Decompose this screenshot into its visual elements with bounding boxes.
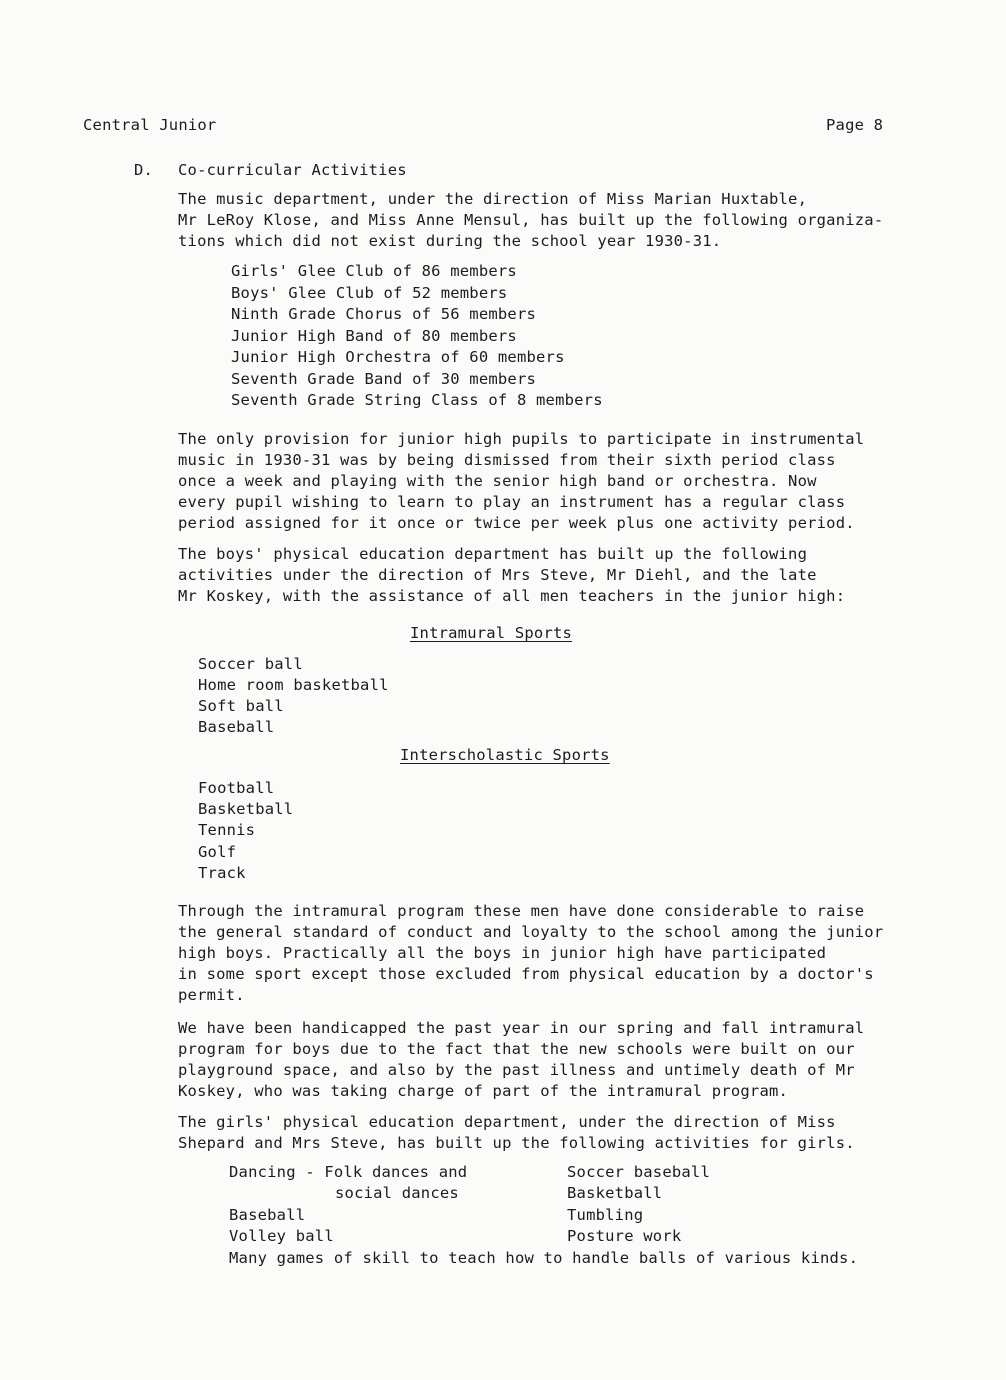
interscholastic-item: Golf	[198, 843, 237, 861]
interscholastic-item: Football	[198, 779, 275, 797]
music-intro-line: The music department, under the direction of Miss Marian Huxtable,	[178, 190, 808, 208]
page-number: Page 8	[826, 116, 884, 134]
girls-activity-left: Dancing - Folk dances and	[229, 1163, 468, 1181]
girls-activity-right: Soccer baseball	[567, 1163, 710, 1181]
girls-activity-left: Volley ball	[229, 1227, 334, 1245]
handicap-line: We have been handicapped the past year in our spring and fall intramural	[178, 1019, 865, 1037]
section-letter: D.	[134, 161, 154, 179]
girls-activity-right: Basketball	[567, 1184, 663, 1202]
boys-pe-line: The boys' physical education department has built up the following	[178, 545, 808, 563]
instrumental-line: once a week and playing with the senior high band or orchestra. Now	[178, 472, 817, 490]
intramural-item: Soft ball	[198, 697, 284, 715]
music-org-item: Junior High Band of 80 members	[231, 327, 517, 345]
school-name-header: Central Junior	[83, 116, 217, 134]
intramural-item: Soccer ball	[198, 655, 303, 673]
girls-pe-line: Shepard and Mrs Steve, has built up the following activities for girls.	[178, 1134, 855, 1152]
intramural-item: Home room basketball	[198, 676, 389, 694]
music-org-item: Boys' Glee Club of 52 members	[231, 284, 508, 302]
intramural-program-line: in some sport except those excluded from physical education by a doctor's	[178, 965, 874, 983]
intramural-program-line: Through the intramural program these men have done considerable to raise	[178, 902, 865, 920]
girls-activity-right: Posture work	[567, 1227, 682, 1245]
intramural-item: Baseball	[198, 718, 275, 736]
girls-activity-right: Tumbling	[567, 1206, 644, 1224]
instrumental-line: every pupil wishing to learn to play an instrument has a regular class	[178, 493, 846, 511]
boys-pe-line: activities under the direction of Mrs Steve, Mr Diehl, and the late	[178, 566, 817, 584]
instrumental-line: music in 1930-31 was by being dismissed from their sixth period class	[178, 451, 836, 469]
music-intro-line: Mr LeRoy Klose, and Miss Anne Mensul, has built up the following organiza-	[178, 211, 884, 229]
music-org-item: Girls' Glee Club of 86 members	[231, 262, 517, 280]
intramural-program-line: high boys. Practically all the boys in junior high have participated	[178, 944, 827, 962]
section-title: Co-curricular Activities	[178, 161, 407, 179]
instrumental-line: The only provision for junior high pupils to participate in instrumental	[178, 430, 865, 448]
interscholastic-item: Basketball	[198, 800, 294, 818]
girls-activities-closing: Many games of skill to teach how to handle balls of various kinds.	[229, 1249, 859, 1267]
girls-activity-left: social dances	[335, 1184, 459, 1202]
music-intro-line: tions which did not exist during the school year 1930-31.	[178, 232, 722, 250]
girls-activity-left: Baseball	[229, 1206, 306, 1224]
interscholastic-item: Track	[198, 864, 246, 882]
interscholastic-item: Tennis	[198, 821, 256, 839]
girls-pe-line: The girls' physical education department, under the direction of Miss	[178, 1113, 836, 1131]
music-org-item: Junior High Orchestra of 60 members	[231, 348, 565, 366]
handicap-line: program for boys due to the fact that the new schools were built on our	[178, 1040, 855, 1058]
interscholastic-heading: Interscholastic Sports	[400, 746, 610, 764]
music-org-item: Seventh Grade Band of 30 members	[231, 370, 537, 388]
boys-pe-line: Mr Koskey, with the assistance of all men teachers in the junior high:	[178, 587, 846, 605]
intramural-program-line: permit.	[178, 986, 245, 1004]
handicap-line: playground space, and also by the past illness and untimely death of Mr	[178, 1061, 855, 1079]
handicap-line: Koskey, who was taking charge of part of the intramural program.	[178, 1082, 789, 1100]
music-org-item: Seventh Grade String Class of 8 members	[231, 391, 603, 409]
instrumental-line: period assigned for it once or twice per week plus one activity period.	[178, 514, 855, 532]
music-org-item: Ninth Grade Chorus of 56 members	[231, 305, 537, 323]
intramural-program-line: the general standard of conduct and loyalty to the school among the junior	[178, 923, 884, 941]
intramural-heading: Intramural Sports	[410, 624, 573, 642]
